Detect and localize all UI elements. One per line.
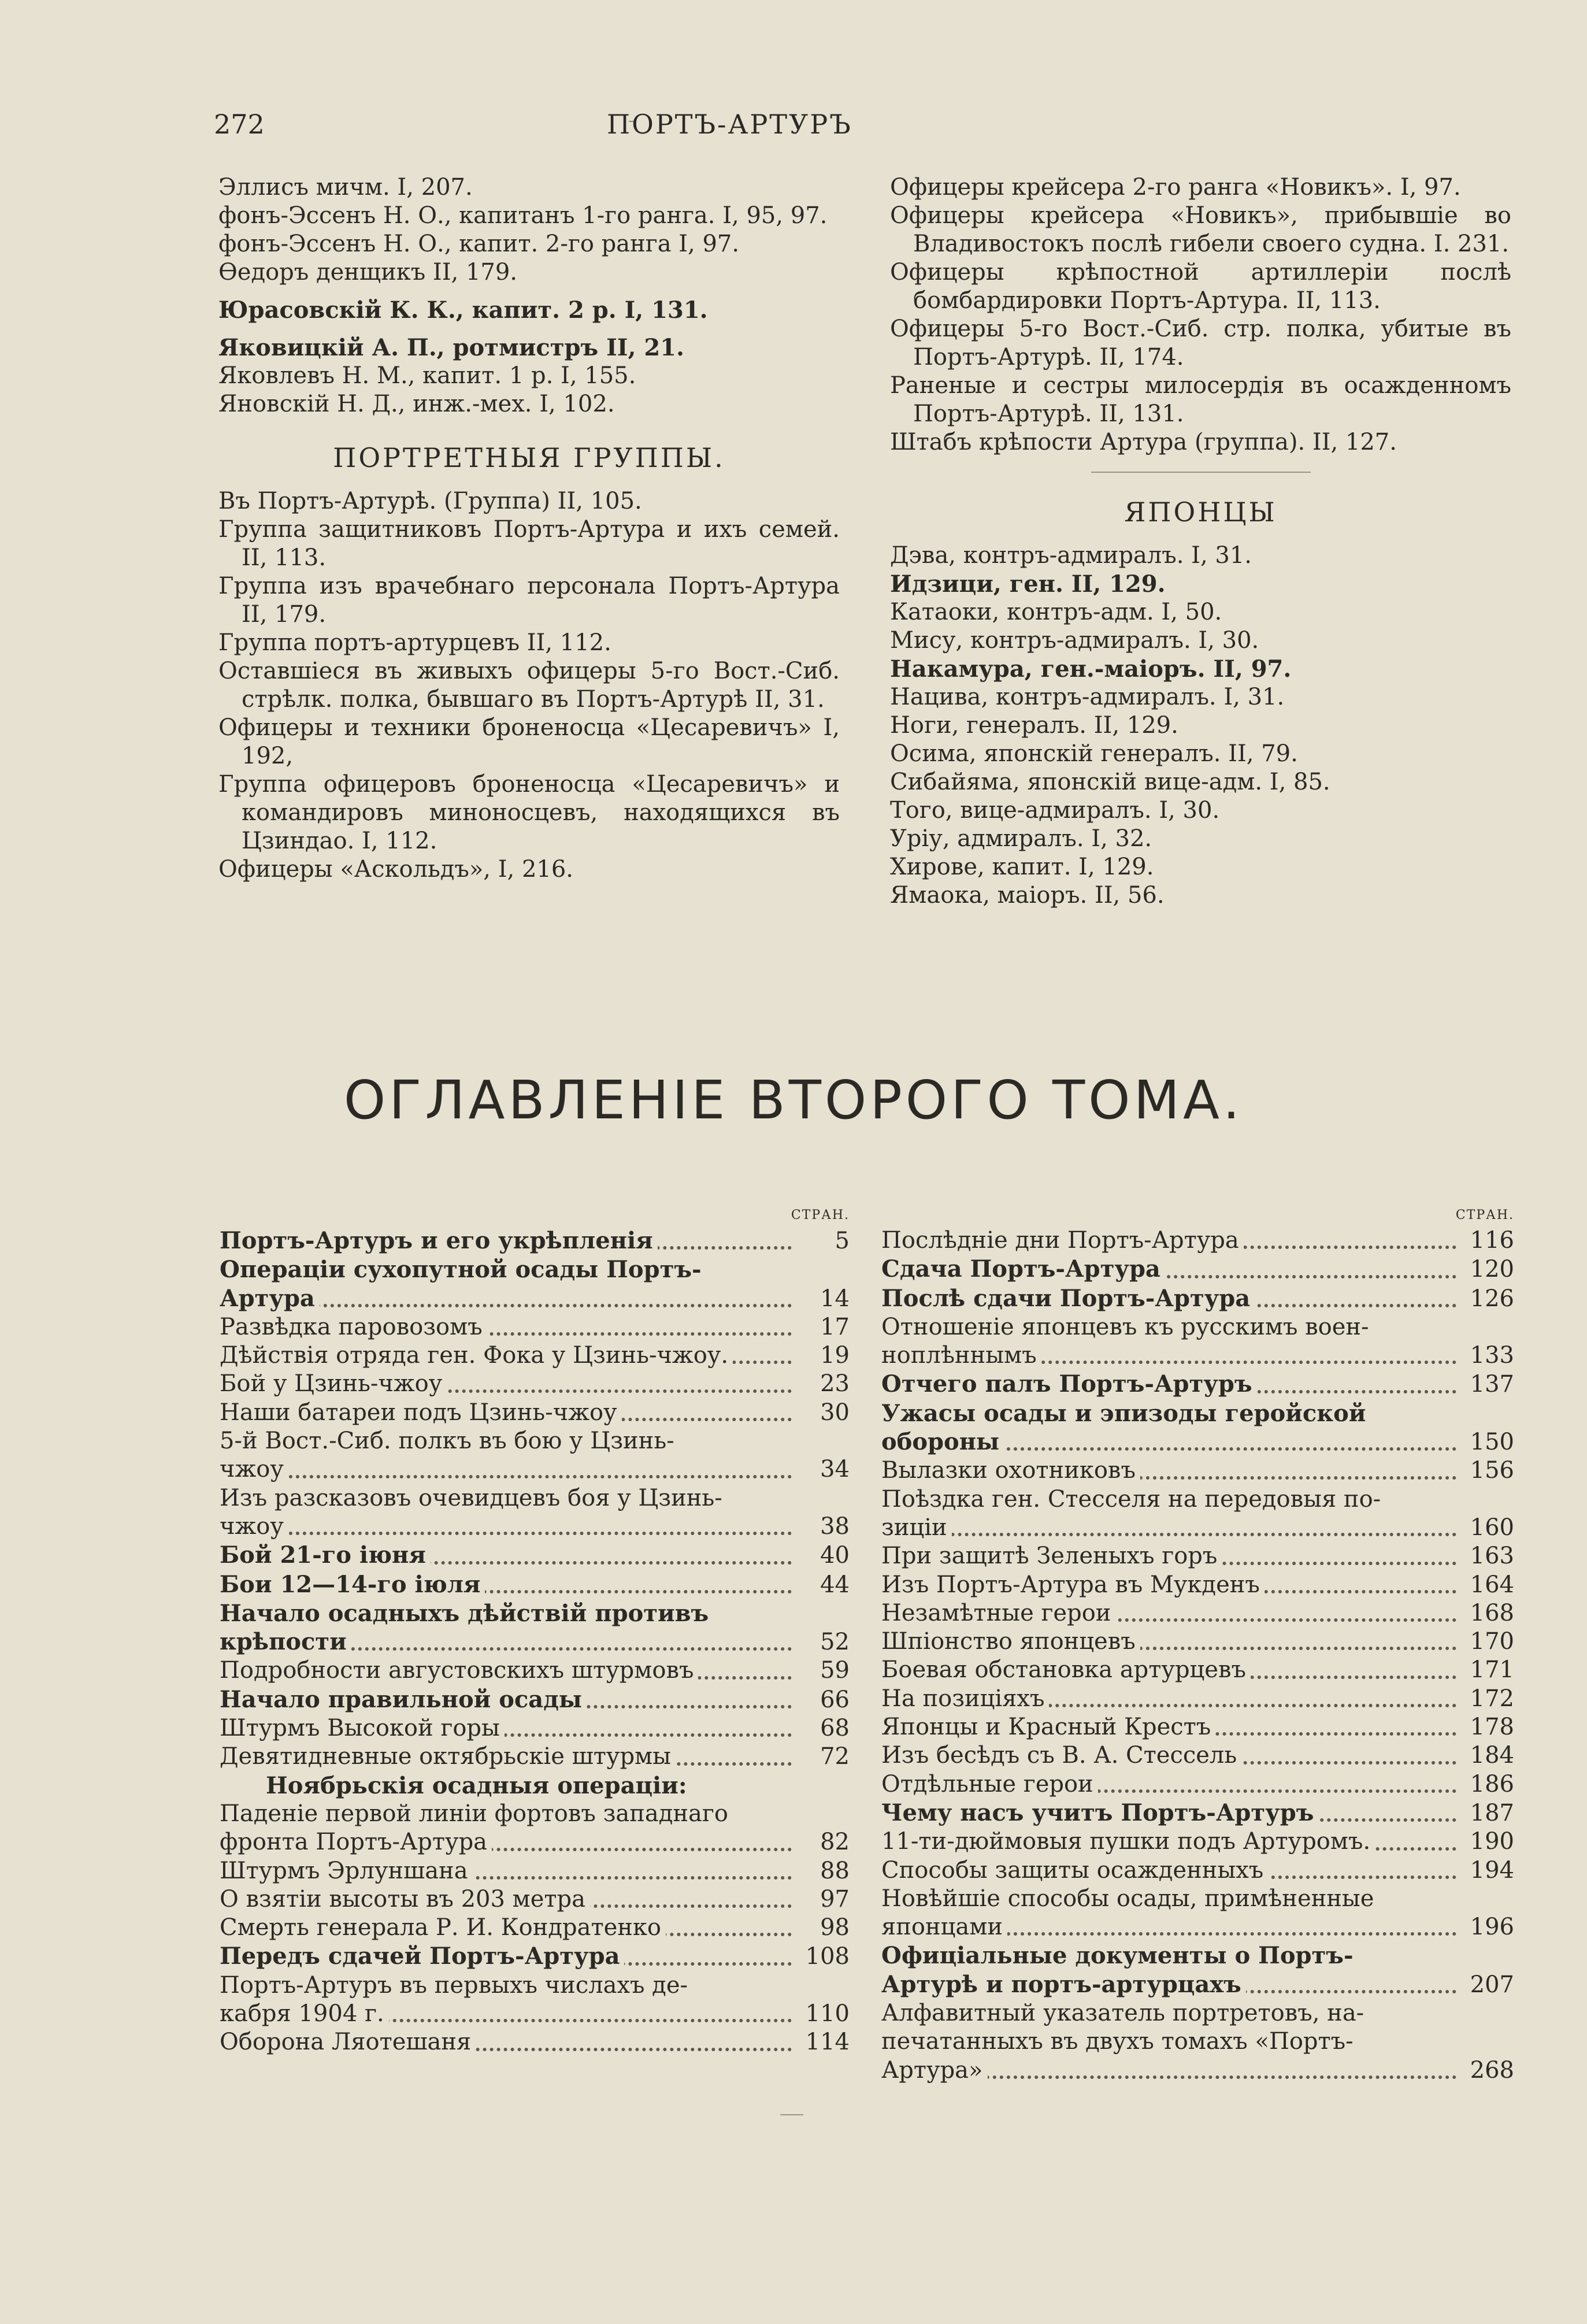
japanese-entry: Уріу, адмиралъ. I, 32. [890,825,1152,852]
toc-entry-title: Развѣдка паровозомъ [220,1314,487,1340]
toc-entry-title: При защитѣ Зеленыхъ горъ [881,1543,1222,1569]
toc-entry [881,1799,1514,1828]
toc-entry [220,1341,850,1370]
portrait-groups-list [218,487,840,884]
toc-entry-page: 5 [796,1227,850,1255]
portrait-group-entry: Оставшіеся въ живыхъ офицеры 5-го Вост.-Сиб. стрѣлк. полка, бывшаго въ Портъ-Артурѣ II, 31. [218,658,840,713]
running-title: ПОРТЪ-АРТУРЪ [607,109,852,140]
toc-entry-title: Отдѣльные герои [881,1771,1098,1797]
toc-entry-title: зиціи [881,1514,952,1541]
toc-entry-page: 66 [796,1686,850,1714]
toc-entry-title: кабря 1904 г. [220,2000,389,2027]
toc-entry [881,1970,1514,1999]
toc-entry [881,1656,1514,1684]
toc-entry-line: Паденіе первой линіи фортовъ западнаго [220,1800,728,1827]
toc-entry-page: 178 [1461,1713,1514,1741]
toc-entry [220,1885,850,1914]
page-column-label: СТРАН. [791,1208,850,1222]
toc-entry-page: 170 [1461,1628,1514,1656]
japanese-entry: Того, вице-адмиралъ. I, 30. [890,797,1220,824]
toc-entry [881,1226,1514,1255]
toc-entry-title: Способы защиты осажденныхъ [881,1857,1268,1884]
toc-entry [220,2000,850,2028]
toc-entry-title: Послѣ сдачи Портъ-Артура [881,1285,1255,1312]
toc-entry-page: 133 [1461,1341,1514,1370]
toc-entry-title: Вылазки охотниковъ [881,1457,1140,1484]
index-entry: фонъ-Эссенъ Н. О., капит. 2-го ранга I, 97. [218,231,740,257]
toc-entry-title: Наши батареи подъ Цзинь-чжоу [220,1399,622,1426]
toc-entry-title: ноплѣннымъ [881,1342,1041,1369]
toc-list-right [881,1226,1514,2085]
officer-group-entry: Офицеры крейсера «Новикъ», прибывшіе во Владивостокъ послѣ гибели своего судна. I. 231. [890,202,1511,257]
toc-entry [220,1685,850,1714]
portrait-group-entry: Группа офицеровъ броненосца «Цесаревичъ» и командировъ миноносцевъ, находящихся въ Цзиндао. I, 112. [218,771,840,854]
portrait-group-entry: Офицеры «Аскольдъ», I, 216. [218,856,574,883]
toc-entry [220,1370,850,1398]
toc-entry-page: 160 [1461,1514,1514,1542]
officer-groups-list [890,173,1511,457]
toc-entry-page: 126 [1461,1285,1514,1313]
toc-entry-title: Штурмъ Эрлуншана [220,1858,473,1884]
toc-entry [220,1541,850,1570]
toc-entry-title: Японцы и Красный Крестъ [881,1714,1215,1740]
toc-entry-page: 82 [796,1828,850,1856]
toc-entry-line: 5-й Вост.-Сиб. полкъ въ бою у Цзинь- [220,1428,674,1455]
section-divider [1091,472,1311,473]
officer-group-entry: Штабъ крѣпости Артура (группа). II, 127. [890,429,1397,455]
toc-entry-title: На позиціяхъ [881,1685,1049,1712]
toc-entry [881,1770,1514,1799]
toc-entry-title: Смерть генерала Р. И. Кондратенко [220,1914,666,1941]
toc-entry-title: Артура» [881,2057,988,2084]
toc-entry-title: обороны [881,1428,1004,1455]
toc-entry-page: 19 [796,1341,850,1370]
section-title-portrait-groups: ПОРТРЕТНЫЯ ГРУППЫ. [333,442,725,473]
toc-entry [881,1856,1514,1885]
toc-entry-title: крѣпости [220,1628,351,1655]
japanese-entry: Ноги, генералъ. II, 129. [890,712,1178,739]
toc-entry-title: Подробности августовскихъ штурмовъ [220,1657,698,1684]
page-number: 272 [214,109,265,140]
index-column-left [218,173,840,884]
officer-group-entry: Офицеры крѣпостной артиллеріи послѣ бомбардировки Портъ-Артура. II, 113. [890,259,1511,314]
toc-entry-line: Новѣйшіе способы осады, примѣненные [881,1885,1374,1912]
toc-entry-page: 190 [1461,1828,1514,1856]
toc-entry-title: Изъ Портъ-Артура въ Мукденъ [881,1571,1265,1598]
toc-entry-title: 11-ти-дюймовыя пушки подъ Артуромъ. [881,1828,1375,1855]
toc-entry [881,1341,1514,1370]
portrait-group-entry: Въ Портъ-Артурѣ. (Группа) II, 105. [218,488,642,514]
toc-entry-page: 171 [1461,1656,1514,1684]
toc-entry [881,1571,1514,1599]
toc-entry [220,1399,850,1427]
toc-entry [881,1255,1514,1284]
toc-entry-title: Портъ-Артуръ и его укрѣпленія [220,1227,658,1254]
toc-entry [220,1857,850,1885]
toc-entry-title: Штурмъ Высокой горы [220,1715,505,1741]
toc-list-left [220,1226,850,2057]
index-entry: Өедоръ денщикъ II, 179. [218,259,518,286]
index-entry: фонъ-Эссенъ Н. О., капитанъ 1-го ранга. I, 95, 97. [218,202,828,229]
toc-column-right [881,1208,1514,2085]
toc-entry-page: 184 [1461,1741,1514,1770]
toc-entry-page: 268 [1461,2056,1514,2085]
toc-entry [881,1628,1514,1656]
toc-entry [881,1828,1514,1856]
toc-entry [220,1313,850,1341]
toc-entry-page: 44 [796,1571,850,1599]
japanese-entry: Осима, японскій генералъ. II, 79. [890,740,1298,767]
officer-group-entry: Офицеры крейсера 2-го ранга «Новикъ». I, 97. [890,174,1461,201]
officer-group-entry: Раненые и сестры милосердія въ осажденномъ Портъ-Артурѣ. II, 131. [890,372,1511,427]
toc-entry-title: Незамѣтные герои [881,1600,1115,1626]
japanese-entry: Сибайяма, японскій вице-адм. I, 85. [890,769,1330,795]
portrait-group-entry: Группа изъ врачебнаго персонала Портъ-Артура II, 179. [218,573,840,628]
toc-entry-page: 52 [796,1628,850,1656]
toc-entry-line: Операціи сухопутной осады Портъ- [220,1256,702,1284]
toc-entry-title: фронта Портъ-Артура [220,1829,492,1855]
toc-entry-page: 110 [796,2000,850,2028]
toc-entry-page: 194 [1461,1856,1514,1885]
toc-entry-page: 88 [796,1857,850,1885]
toc-entry [220,2028,850,2056]
toc-entry-title: Чему насъ учитъ Портъ-Артуръ [881,1799,1318,1826]
toc-entry-page: 40 [796,1541,850,1570]
officer-group-entry: Офицеры 5-го Вост.-Сиб. стр. полка, убитые въ Портъ-Артурѣ. II, 174. [890,316,1511,370]
index-entry: Юрасовскій К. К., капит. 2 р. I, 131. [218,296,708,324]
toc-entry-title: Артурѣ и портъ-артурцахъ [881,1971,1246,1998]
toc-entry-title: Дѣйствія отряда ген. Фока у Цзинь-чжоу. [220,1342,733,1369]
portrait-group-entry: Группа защитниковъ Портъ-Артура и ихъ семей. II, 113. [218,516,840,571]
toc-entry-title: Передъ сдачей Портъ-Артура [220,1943,624,1970]
toc-entry [881,1284,1514,1313]
toc-entry [881,1456,1514,1485]
toc-entry [881,1514,1514,1542]
toc-entry-page: 120 [1461,1255,1514,1284]
japanese-entry: Дэва, контръ-адмиралъ. I, 31. [890,542,1252,569]
toc-entry-title: японцами [881,1914,1007,1940]
toc-entry-page: 168 [1461,1599,1514,1628]
section-title-japanese: ЯПОНЦЫ [1124,496,1277,528]
japanese-entry: Нацива, контръ-адмиралъ. I, 31. [890,684,1285,710]
toc-entry-title: Бои 12—14-го іюля [220,1571,485,1598]
japanese-entry: Мису, контръ-адмиралъ. I, 30. [890,627,1259,654]
toc-entry-line: Отношеніе японцевъ къ русскимъ воен- [881,1313,1369,1340]
toc-entry-page: 98 [796,1914,850,1942]
toc-entry-title: Изъ бесѣдъ съ В. А. Стессель [881,1742,1241,1769]
dot-leader [220,1532,792,1535]
japanese-entry: Катаоки, контръ-адм. I, 50. [890,599,1222,625]
toc-entry-page: 164 [1461,1571,1514,1599]
toc-entry-page: 156 [1461,1456,1514,1485]
toc-entry [881,1913,1514,1941]
toc-entry-line: Алфавитный указатель портретовъ, на- [881,2000,1364,2027]
toc-subheading: Ноябрьскія осадныя операціи: [266,1771,687,1799]
toc-entry-line: Офиціальные документы о Портъ- [881,1942,1354,1970]
toc-entry-line: Начало осадныхъ дѣйствій противъ [220,1599,709,1627]
toc-entry-page: 163 [1461,1542,1514,1570]
toc-entry-title: Сдача Портъ-Артура [881,1255,1165,1283]
portrait-group-entry: Офицеры и техники броненосца «Цесаревичъ» I, 192, [218,714,840,769]
toc-entry-line: Ужасы осады и эпизоды геройской [881,1399,1366,1427]
toc-entry-title: Начало правильной осады [220,1686,587,1713]
name-index-list [218,173,840,418]
toc-entry [220,1513,850,1541]
toc-column-left [220,1208,850,2057]
toc-entry [220,1628,850,1656]
toc-entry [881,1685,1514,1713]
toc-entry-page: 38 [796,1513,850,1541]
toc-entry-title: Отчего палъ Портъ-Артуръ [881,1370,1257,1398]
toc-entry-title: чжоу [220,1513,288,1540]
toc-entry-line: Портъ-Артуръ въ первыхъ числахъ де- [220,1971,688,1999]
toc-entry [881,1542,1514,1570]
toc-entry-page: 116 [1461,1226,1514,1255]
toc-entry-page: 114 [796,2028,850,2056]
toc-entry [881,1370,1514,1399]
toc-entry-title: Бой 21-го іюня [220,1541,431,1569]
toc-entry-page: 187 [1461,1799,1514,1828]
bottom-rule [780,2114,803,2115]
toc-entry-title: О взятіи высоты въ 203 метра [220,1886,590,1912]
toc-entry-page: 17 [796,1313,850,1341]
toc-entry [881,1599,1514,1628]
toc-entry-line: печатанныхъ въ двухъ томахъ «Портъ- [881,2028,1354,2055]
toc-entry-title: Бой у Цзинь-чжоу [220,1370,447,1397]
toc-entry-page: 23 [796,1370,850,1398]
toc-entry-title: Оборона Ляотешаня [220,2029,476,2055]
toc-entry-page: 108 [796,1943,850,1971]
toc-entry [220,1226,850,1255]
toc-entry [220,1714,850,1743]
toc-entry-page: 97 [796,1885,850,1914]
index-entry: Эллисъ мичм. I, 207. [218,174,473,201]
japanese-entry: Идзици, ген. II, 129. [890,570,1166,598]
toc-entry-page: 150 [1461,1428,1514,1456]
toc-entry [220,1942,850,1971]
toc-entry-line: Поѣздка ген. Стесселя на передовыя по- [881,1485,1381,1513]
toc-entry [881,2056,1514,2085]
toc-entry [220,1656,850,1685]
index-column-right [890,173,1511,910]
toc-entry [220,1743,850,1771]
toc-entry-title: Шпіонство японцевъ [881,1628,1140,1655]
toc-entry-page: 186 [1461,1770,1514,1799]
toc-entry-page: 196 [1461,1913,1514,1941]
toc-entry-page: 137 [1461,1370,1514,1399]
index-entry: Яновскій Н. Д., инж.-мех. I, 102. [218,391,615,417]
toc-entry-page: 34 [796,1455,850,1484]
dot-leader [881,1533,1456,1536]
toc-entry-page: 30 [796,1399,850,1427]
dot-leader [220,1475,792,1478]
toc-entry [220,1455,850,1484]
japanese-entry: Хирове, капит. I, 129. [890,854,1154,880]
toc-entry [881,1428,1514,1456]
toc-entry-page: 59 [796,1656,850,1685]
toc-entry [220,1914,850,1942]
toc-entry [881,1741,1514,1770]
toc-title: ОГЛАВЛЕНІЕ ВТОРОГО ТОМА. [343,1069,1244,1131]
portrait-group-entry: Группа портъ-артурцевъ II, 112. [218,629,611,656]
toc-entry [220,1284,850,1313]
toc-entry-page: 72 [796,1743,850,1771]
toc-entry-page: 172 [1461,1685,1514,1713]
index-entry: Яковицкій А. П., ротмистръ II, 21. [218,334,684,361]
japanese-list [890,542,1511,910]
japanese-entry: Ямаока, маіоръ. II, 56. [890,882,1165,909]
toc-entry-title: Боевая обстановка артурцевъ [881,1656,1251,1683]
toc-entry-page: 14 [796,1285,850,1313]
toc-entry-page: 207 [1461,1971,1514,1999]
toc-entry-title: Девятидневные октябрьскіе штурмы [220,1743,676,1770]
toc-entry [220,1828,850,1856]
toc-entry-page: 68 [796,1714,850,1743]
toc-entry-title: Артура [220,1285,320,1312]
index-entry: Яковлевъ Н. М., капит. 1 р. I, 155. [218,362,636,389]
toc-entry [220,1570,850,1599]
toc-entry-line: Изъ разсказовъ очевидцевъ боя у Цзинь- [220,1484,722,1511]
toc-entry-title: Послѣдніе дни Портъ-Артура [881,1227,1244,1254]
japanese-entry: Накамура, ген.-маіоръ. II, 97. [890,655,1292,683]
toc-entry [881,1713,1514,1741]
page-column-label: СТРАН. [1455,1208,1514,1222]
toc-entry-title: чжоу [220,1456,288,1482]
